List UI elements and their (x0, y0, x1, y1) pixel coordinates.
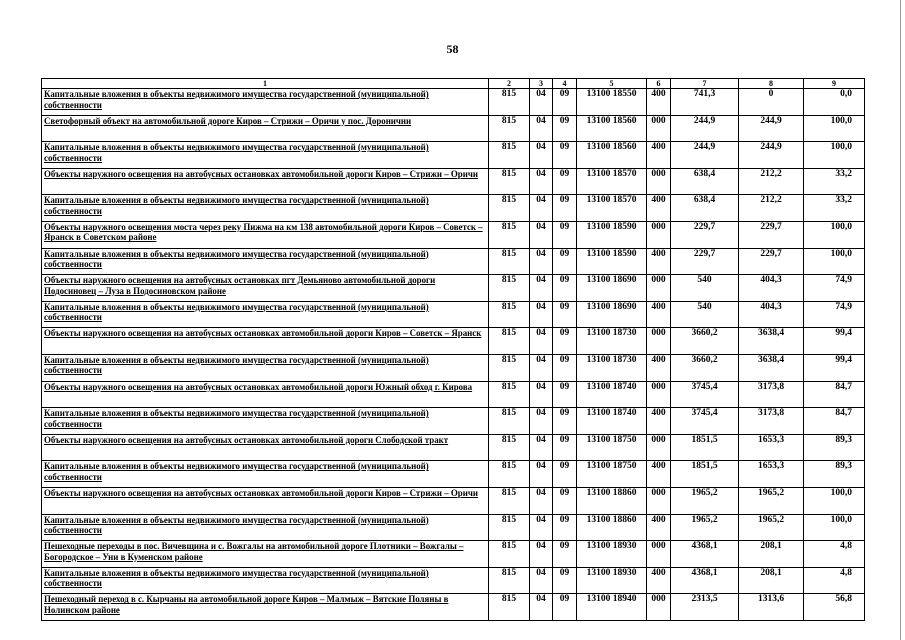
cell-subsection: 09 (553, 195, 577, 222)
cell-expense-type: 400 (647, 301, 671, 328)
column-header: 9 (804, 79, 865, 89)
cell-subsection: 09 (553, 461, 577, 488)
cell-plan: 4368,1 (671, 567, 739, 594)
cell-percent: 74,9 (804, 301, 865, 328)
cell-plan: 3660,2 (671, 328, 739, 355)
cell-target-code: 13100 18590 (577, 248, 647, 275)
cell-actual: 3638,4 (739, 354, 804, 381)
cell-target-code: 13100 18930 (577, 567, 647, 594)
cell-expense-type: 000 (647, 541, 671, 568)
table-row (42, 115, 865, 142)
cell-plan: 741,3 (671, 89, 739, 116)
cell-expense-type: 000 (647, 381, 671, 408)
cell-actual: 404,3 (739, 301, 804, 328)
cell-target-code: 13100 18930 (577, 541, 647, 568)
cell-percent: 89,3 (804, 461, 865, 488)
cell-target-code: 13100 18860 (577, 514, 647, 541)
cell-expense-type: 000 (647, 328, 671, 355)
cell-plan: 638,4 (671, 195, 739, 222)
cell-actual: 1313,6 (739, 594, 804, 621)
cell-section: 04 (530, 434, 553, 461)
cell-actual: 244,9 (739, 115, 804, 142)
cell-target-code: 13100 18730 (577, 354, 647, 381)
cell-admin-code: 815 (489, 168, 530, 195)
header-row (42, 79, 865, 89)
row-name-cell: Объекты наружного освещения на автобусных остановках автомобильной дороги Слободской тракт (42, 434, 489, 461)
cell-target-code: 13100 18750 (577, 461, 647, 488)
cell-subsection: 09 (553, 142, 577, 169)
cell-section: 04 (530, 301, 553, 328)
cell-actual: 3173,8 (739, 408, 804, 435)
cell-section: 04 (530, 541, 553, 568)
cell-expense-type: 000 (647, 487, 671, 514)
cell-subsection: 09 (553, 514, 577, 541)
cell-admin-code: 815 (489, 487, 530, 514)
row-name-cell: Пешеходные переходы в пос. Вичевщина и с. Вожгалы на автомобильной дороге Плотники – Вожгалы – Богородское – Уни в Куменском районе (42, 541, 489, 568)
column-header: 7 (671, 79, 739, 89)
cell-actual: 3638,4 (739, 328, 804, 355)
cell-expense-type: 000 (647, 115, 671, 142)
cell-admin-code: 815 (489, 354, 530, 381)
cell-percent: 33,2 (804, 195, 865, 222)
cell-section: 04 (530, 514, 553, 541)
cell-subsection: 09 (553, 89, 577, 116)
table-row (42, 461, 865, 488)
cell-subsection: 09 (553, 434, 577, 461)
cell-target-code: 13100 18740 (577, 381, 647, 408)
cell-plan: 3745,4 (671, 408, 739, 435)
cell-expense-type: 400 (647, 514, 671, 541)
cell-percent: 89,3 (804, 434, 865, 461)
cell-actual: 1965,2 (739, 487, 804, 514)
cell-subsection: 09 (553, 594, 577, 621)
cell-plan: 540 (671, 301, 739, 328)
cell-target-code: 13100 18570 (577, 168, 647, 195)
cell-admin-code: 815 (489, 328, 530, 355)
row-name-cell: Капитальные вложения в объекты недвижимого имущества государственной (муниципальной) собственности (42, 248, 489, 275)
row-name-cell: Капитальные вложения в объекты недвижимого имущества государственной (муниципальной) собственности (42, 354, 489, 381)
cell-admin-code: 815 (489, 434, 530, 461)
cell-subsection: 09 (553, 328, 577, 355)
table-row (42, 89, 865, 116)
cell-admin-code: 815 (489, 115, 530, 142)
cell-expense-type: 000 (647, 434, 671, 461)
table-row (42, 594, 865, 621)
table-row (42, 567, 865, 594)
cell-actual: 3173,8 (739, 381, 804, 408)
cell-admin-code: 815 (489, 408, 530, 435)
row-name-cell: Объекты наружного освещения на автобусных остановках автомобильной дороги Киров – Стрижи – Оричи (42, 168, 489, 195)
cell-expense-type: 400 (647, 408, 671, 435)
table-row (42, 142, 865, 169)
cell-plan: 244,9 (671, 115, 739, 142)
cell-admin-code: 815 (489, 301, 530, 328)
cell-percent: 56,8 (804, 594, 865, 621)
table-header (42, 79, 865, 89)
column-header: 3 (530, 79, 553, 89)
row-name-cell: Капитальные вложения в объекты недвижимого имущества государственной (муниципальной) собственности (42, 514, 489, 541)
page-edge-line (900, 0, 901, 640)
cell-percent: 84,7 (804, 381, 865, 408)
cell-percent: 4,8 (804, 541, 865, 568)
page-number: 58 (446, 42, 459, 56)
cell-target-code: 13100 18590 (577, 221, 647, 248)
cell-admin-code: 815 (489, 195, 530, 222)
cell-percent: 0,0 (804, 89, 865, 116)
table-row (42, 381, 865, 408)
table-row (42, 248, 865, 275)
cell-target-code: 13100 18690 (577, 275, 647, 302)
cell-plan: 540 (671, 275, 739, 302)
cell-section: 04 (530, 594, 553, 621)
cell-admin-code: 815 (489, 514, 530, 541)
cell-percent: 100,0 (804, 248, 865, 275)
cell-section: 04 (530, 381, 553, 408)
cell-expense-type: 400 (647, 89, 671, 116)
row-name-cell: Капитальные вложения в объекты недвижимого имущества государственной (муниципальной) собственности (42, 195, 489, 222)
cell-actual: 244,9 (739, 142, 804, 169)
row-name-cell: Капитальные вложения в объекты недвижимого имущества государственной (муниципальной) собственности (42, 461, 489, 488)
cell-expense-type: 400 (647, 195, 671, 222)
cell-admin-code: 815 (489, 567, 530, 594)
row-name-cell: Объекты наружного освещения на автобусных остановках автомобильной дороги Киров – Советск – Яранск (42, 328, 489, 355)
cell-expense-type: 000 (647, 168, 671, 195)
column-header: 5 (577, 79, 647, 89)
cell-section: 04 (530, 328, 553, 355)
cell-expense-type: 000 (647, 594, 671, 621)
cell-plan: 229,7 (671, 221, 739, 248)
cell-subsection: 09 (553, 567, 577, 594)
cell-admin-code: 815 (489, 594, 530, 621)
row-name-cell: Объекты наружного освещения на автобусных остановках пгт Демьяново автомобильной дороги Подосиновец – Луза в Подосиновском районе (42, 275, 489, 302)
cell-plan: 3745,4 (671, 381, 739, 408)
cell-admin-code: 815 (489, 381, 530, 408)
cell-subsection: 09 (553, 408, 577, 435)
cell-actual: 229,7 (739, 221, 804, 248)
cell-percent: 99,4 (804, 354, 865, 381)
cell-percent: 100,0 (804, 487, 865, 514)
cell-plan: 244,9 (671, 142, 739, 169)
table-body (42, 89, 865, 621)
cell-subsection: 09 (553, 275, 577, 302)
table-row (42, 408, 865, 435)
cell-actual: 208,1 (739, 541, 804, 568)
cell-target-code: 13100 18860 (577, 487, 647, 514)
cell-plan: 3660,2 (671, 354, 739, 381)
cell-actual: 0 (739, 89, 804, 116)
row-name-cell: Капитальные вложения в объекты недвижимого имущества государственной (муниципальной) собственности (42, 408, 489, 435)
cell-actual: 212,2 (739, 168, 804, 195)
cell-percent: 4,8 (804, 567, 865, 594)
cell-target-code: 13100 18740 (577, 408, 647, 435)
cell-section: 04 (530, 115, 553, 142)
cell-actual: 404,3 (739, 275, 804, 302)
row-name-cell: Капитальные вложения в объекты недвижимого имущества государственной (муниципальной) собственности (42, 89, 489, 116)
cell-admin-code: 815 (489, 275, 530, 302)
table-row (42, 434, 865, 461)
cell-subsection: 09 (553, 115, 577, 142)
table-row (42, 487, 865, 514)
cell-target-code: 13100 18750 (577, 434, 647, 461)
cell-section: 04 (530, 567, 553, 594)
cell-percent: 100,0 (804, 115, 865, 142)
table-row (42, 328, 865, 355)
cell-plan: 2313,5 (671, 594, 739, 621)
row-name-cell: Пешеходный переход в с. Кырчаны на автомобильной дороге Киров – Малмыж – Вятские Поляны в Нолинском районе (42, 594, 489, 621)
table-row (42, 221, 865, 248)
cell-plan: 1851,5 (671, 461, 739, 488)
cell-expense-type: 400 (647, 142, 671, 169)
cell-percent: 33,2 (804, 168, 865, 195)
cell-target-code: 13100 18730 (577, 328, 647, 355)
row-name-cell: Капитальные вложения в объекты недвижимого имущества государственной (муниципальной) собственности (42, 142, 489, 169)
cell-target-code: 13100 18560 (577, 115, 647, 142)
cell-percent: 99,4 (804, 328, 865, 355)
cell-expense-type: 000 (647, 221, 671, 248)
cell-actual: 208,1 (739, 567, 804, 594)
cell-expense-type: 400 (647, 567, 671, 594)
row-name-cell: Объекты наружного освещения на автобусных остановках автомобильной дороги Киров – Стрижи – Оричи (42, 487, 489, 514)
cell-percent: 84,7 (804, 408, 865, 435)
cell-section: 04 (530, 221, 553, 248)
cell-actual: 229,7 (739, 248, 804, 275)
cell-plan: 1965,2 (671, 487, 739, 514)
cell-actual: 1965,2 (739, 514, 804, 541)
cell-percent: 100,0 (804, 514, 865, 541)
cell-target-code: 13100 18550 (577, 89, 647, 116)
cell-plan: 4368,1 (671, 541, 739, 568)
column-header: 2 (489, 79, 530, 89)
column-header: 6 (647, 79, 671, 89)
cell-section: 04 (530, 195, 553, 222)
cell-subsection: 09 (553, 301, 577, 328)
cell-percent: 74,9 (804, 275, 865, 302)
cell-section: 04 (530, 354, 553, 381)
cell-target-code: 13100 18570 (577, 195, 647, 222)
row-name-cell: Капитальные вложения в объекты недвижимого имущества государственной (муниципальной) собственности (42, 301, 489, 328)
cell-target-code: 13100 18560 (577, 142, 647, 169)
cell-plan: 229,7 (671, 248, 739, 275)
cell-expense-type: 400 (647, 461, 671, 488)
cell-plan: 1851,5 (671, 434, 739, 461)
cell-actual: 212,2 (739, 195, 804, 222)
cell-admin-code: 815 (489, 89, 530, 116)
cell-expense-type: 400 (647, 354, 671, 381)
cell-section: 04 (530, 248, 553, 275)
column-header: 8 (739, 79, 804, 89)
cell-actual: 1653,3 (739, 434, 804, 461)
cell-subsection: 09 (553, 221, 577, 248)
cell-section: 04 (530, 461, 553, 488)
row-name-cell: Объекты наружного освещения на автобусных остановках автомобильной дороги Южный обход г. Кирова (42, 381, 489, 408)
cell-actual: 1653,3 (739, 461, 804, 488)
cell-percent: 100,0 (804, 142, 865, 169)
cell-section: 04 (530, 89, 553, 116)
cell-target-code: 13100 18690 (577, 301, 647, 328)
cell-admin-code: 815 (489, 248, 530, 275)
cell-section: 04 (530, 408, 553, 435)
cell-plan: 1965,2 (671, 514, 739, 541)
cell-expense-type: 000 (647, 275, 671, 302)
table-row (42, 514, 865, 541)
table-row (42, 354, 865, 381)
column-header: 4 (553, 79, 577, 89)
cell-section: 04 (530, 168, 553, 195)
table-row (42, 541, 865, 568)
cell-section: 04 (530, 275, 553, 302)
cell-expense-type: 400 (647, 248, 671, 275)
cell-subsection: 09 (553, 354, 577, 381)
table-row (42, 275, 865, 302)
table-row (42, 168, 865, 195)
cell-subsection: 09 (553, 248, 577, 275)
column-header: 1 (42, 79, 489, 89)
row-name-cell: Объекты наружного освещения моста через реку Пижма на км 138 автомобильной дороги Киров – Советск – Яранск в Советском районе (42, 221, 489, 248)
cell-plan: 638,4 (671, 168, 739, 195)
table-row (42, 195, 865, 222)
cell-admin-code: 815 (489, 461, 530, 488)
row-name-cell: Светофорный объект на автомобильной дороге Киров – Стрижи – Оричи у пос. Доронични (42, 115, 489, 142)
cell-percent: 100,0 (804, 221, 865, 248)
cell-subsection: 09 (553, 381, 577, 408)
cell-admin-code: 815 (489, 142, 530, 169)
cell-subsection: 09 (553, 541, 577, 568)
cell-subsection: 09 (553, 168, 577, 195)
cell-section: 04 (530, 142, 553, 169)
cell-target-code: 13100 18940 (577, 594, 647, 621)
cell-admin-code: 815 (489, 541, 530, 568)
table-row (42, 301, 865, 328)
budget-table (41, 78, 865, 621)
cell-section: 04 (530, 487, 553, 514)
row-name-cell: Капитальные вложения в объекты недвижимого имущества государственной (муниципальной) собственности (42, 567, 489, 594)
cell-admin-code: 815 (489, 221, 530, 248)
cell-subsection: 09 (553, 487, 577, 514)
